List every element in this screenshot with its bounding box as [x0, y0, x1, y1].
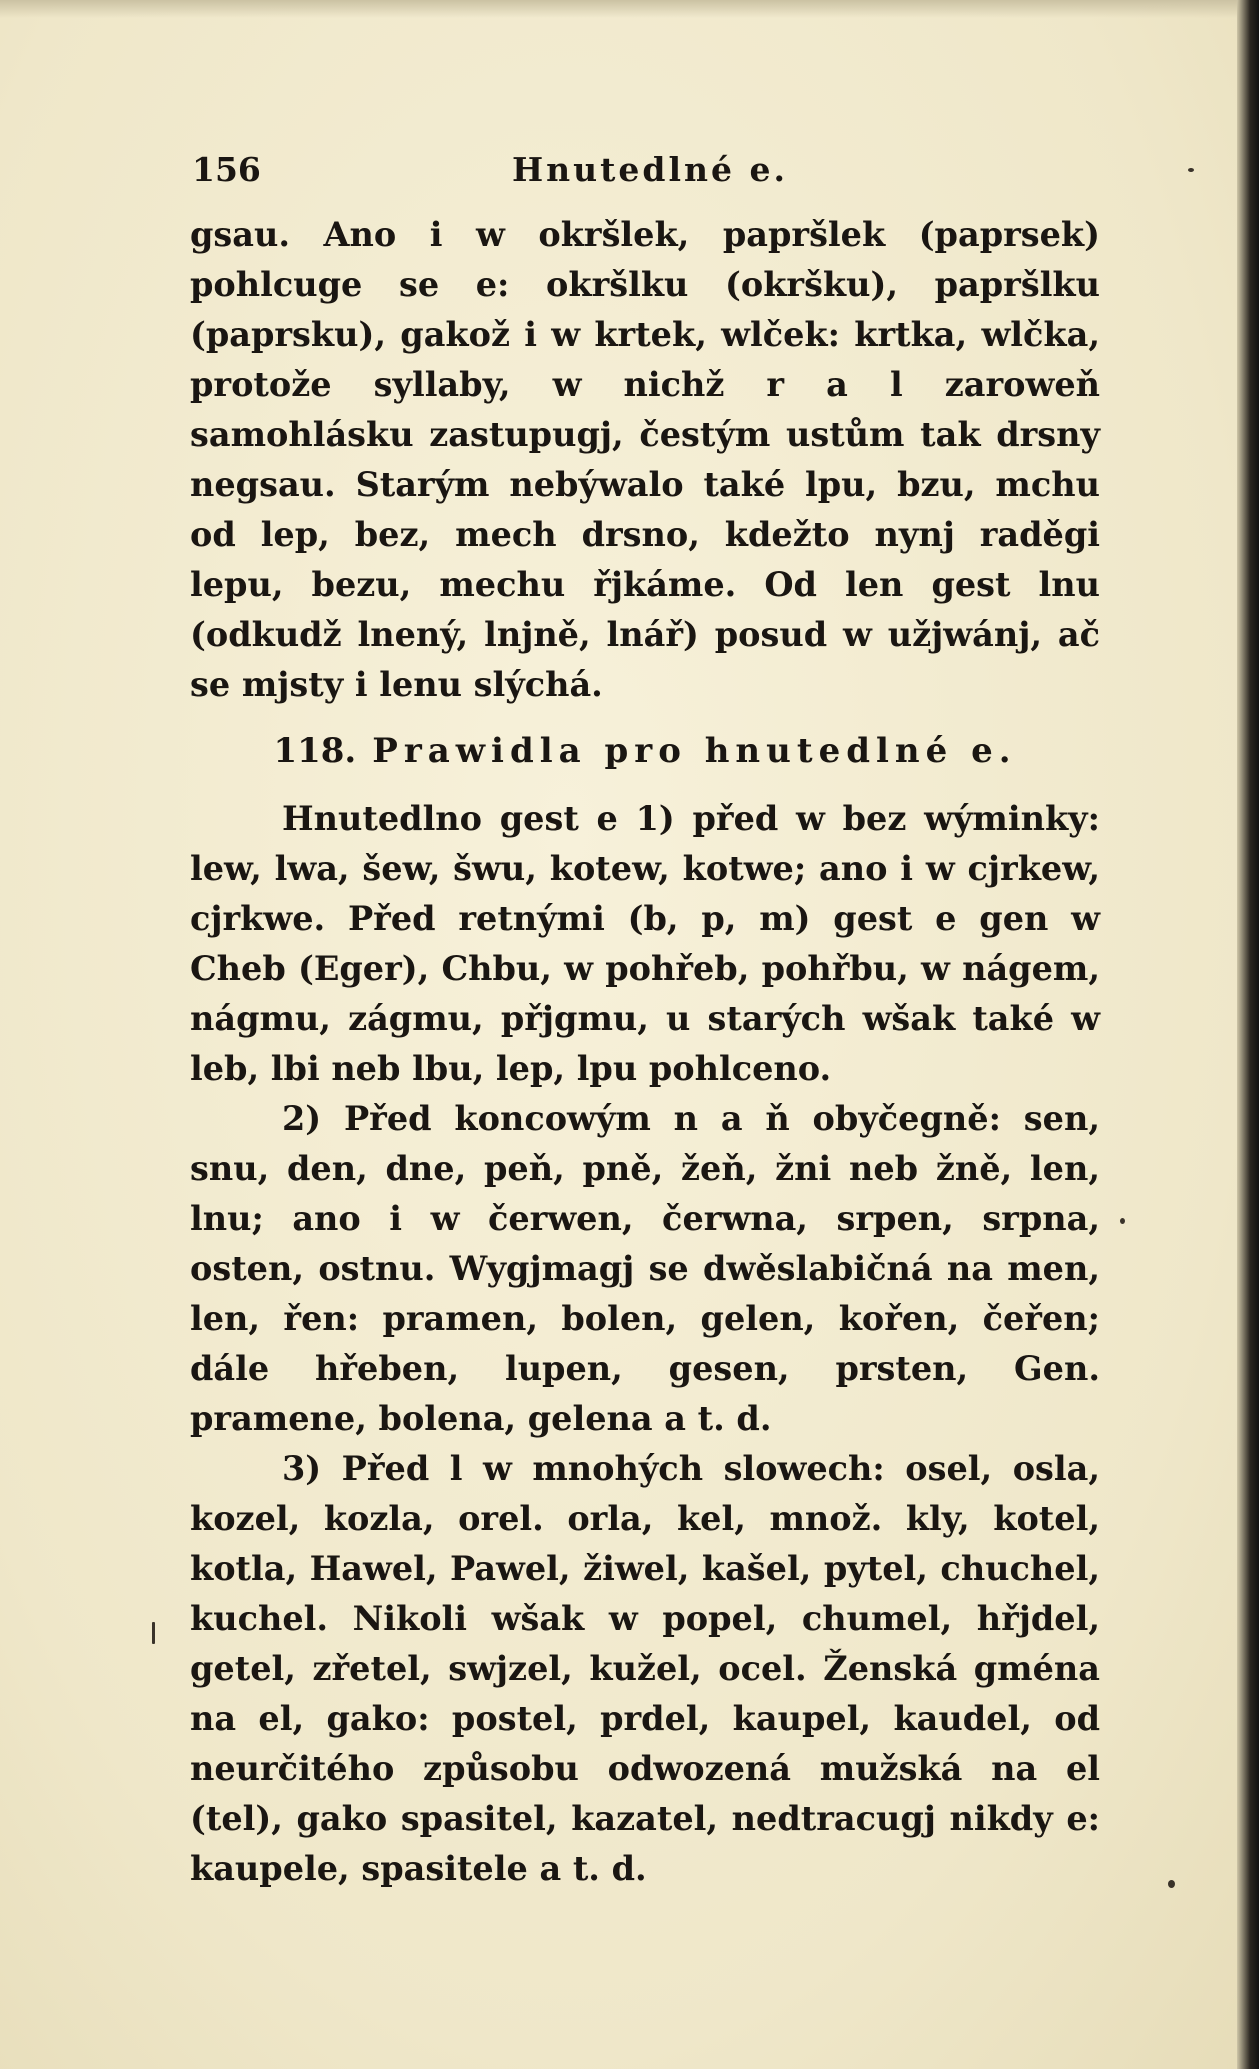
section-heading	[190, 726, 1100, 776]
rule-paragraph-1: Hnutedlno gest e 1) před w bez wýminky: lew, lwa, šew, šwu, kotew, kotwe; ano i w cjrkew, cjrkwe. Před retnými (b, p, m) gest e gen w Cheb (Eger), Chbu, w pohřeb, pohřbu, w nágem, nágmu, zágmu, přjgmu, u starých wšak také w leb, lbi neb lbu, lep, lpu pohlceno.	[190, 799, 1100, 1088]
section-title: Prawidla pro hnutedlné e.	[372, 731, 1017, 771]
ink-speck	[1168, 1880, 1175, 1888]
rule-paragraph-2: 2) Před koncowým n a ň obyčegně: sen, snu, den, dne, peň, pně, žeň, žni neb žně, len, lnu; ano i w čerwen, čerwna, srpen, srpna, osten, ostnu. Wygjmagj se dwěslabičná na men, len, řen: pramen, bolen, gelen, kořen, čeřen; dále hřeben, lupen, gesen, prsten, Gen. pramene, bolena, gelena a t. d.	[190, 1099, 1100, 1438]
section-number: 118.	[273, 731, 357, 771]
rule-paragraph-3: 3) Před l w mnohých slowech: osel, osla, kozel, kozla, orel. orla, kel, množ. kly, kotel, kotla, Hawel, Pawel, žiwel, kašel, pytel, chuchel, kuchel. Nikoli wšak w popel, chumel, hřjdel, getel, zřetel, swjzel, kužel, ocel. Ženská gména na el, gako: postel, prdel, kaupel, kaudel, od neurčitého způsobu odwozená mužská na el (tel), gako spasitel, kazatel, nedtracugj nikdy e: kaupele, spasitele a t. d.	[190, 1449, 1100, 1888]
ink-speck	[152, 1622, 155, 1644]
ink-speck	[1188, 168, 1194, 172]
intro-paragraph: gsau. Ano i w okršlek, papršlek (paprsek) pohlcuge se e: okršlku (okršku), papršlku (paprsku), gakož i w krtek, wlček: krtka, wlčka, protože syllaby, w nichž r a l zaroweň samohlásku zastupugj, čestým ustům tak drsny negsau. Starým nebýwalo také lpu, bzu, mchu od lep, bez, mech drsno, kdežto nynj raděgi lepu, bezu, mechu řjkáme. Od len gest lnu (odkudž lnený, lnjně, lnář) posud w užjwánj, ač se mjsty i lenu slýchá.	[190, 215, 1100, 704]
page-header	[192, 150, 1092, 200]
ink-speck	[1120, 1218, 1125, 1224]
running-title: Hnutedlné e.	[512, 150, 788, 189]
page-top-shadow	[0, 0, 1259, 18]
page-number: 156	[192, 150, 261, 189]
page-binding-edge	[1237, 0, 1259, 2069]
page-body	[190, 210, 1100, 1894]
